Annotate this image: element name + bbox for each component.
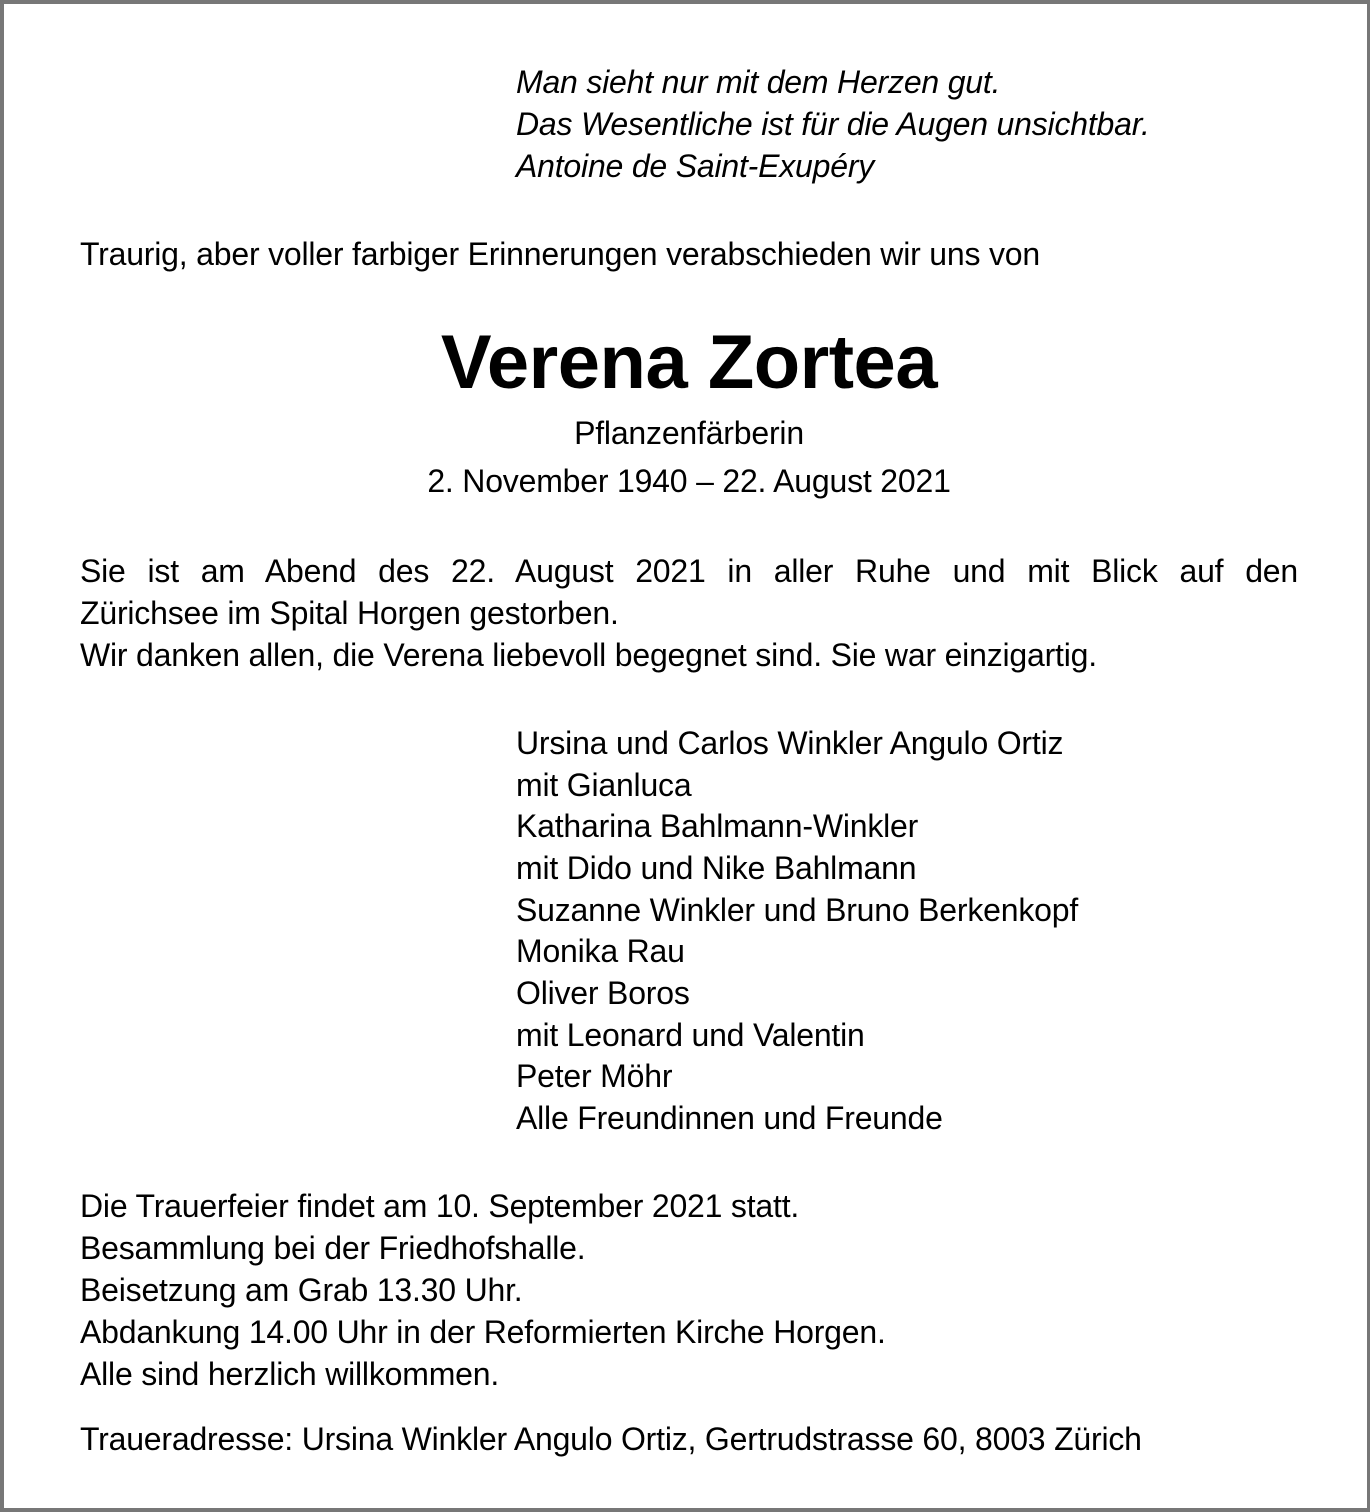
mourner-item: mit Gianluca xyxy=(516,767,692,803)
quote-line: Man sieht nur mit dem Herzen gut. xyxy=(516,64,1001,100)
mourner-item: Alle Freundinnen und Freunde xyxy=(516,1100,943,1136)
deceased-name: Verena Zortea xyxy=(440,320,938,405)
message-line: Wir danken allen, die Verena liebevoll begegnet sind. Sie war einzigartig. xyxy=(80,637,1097,673)
mourner-item: Peter Möhr xyxy=(516,1058,673,1094)
mourner-item: Monika Rau xyxy=(516,933,685,969)
mourner-item: mit Dido und Nike Bahlmann xyxy=(516,850,917,886)
ceremony-line: Besammlung bei der Friedhofshalle. xyxy=(80,1230,586,1266)
ceremony-line: Die Trauerfeier findet am 10. September 2021 statt. xyxy=(80,1188,800,1224)
message-line: Zürichsee im Spital Horgen gestorben. xyxy=(80,595,619,631)
quote-line: Das Wesentliche ist für die Augen unsichtbar. xyxy=(516,106,1150,142)
quote-author: Antoine de Saint-Exupéry xyxy=(516,148,875,184)
mourner-item: mit Leonard und Valentin xyxy=(516,1017,865,1053)
ceremony-line: Beisetzung am Grab 13.30 Uhr. xyxy=(80,1272,523,1308)
mourning-address: Traueradresse: Ursina Winkler Angulo Ortiz, Gertrudstrasse 60, 8003 Zürich xyxy=(80,1421,1142,1457)
mourner-item: Oliver Boros xyxy=(516,975,690,1011)
mourner-item: Suzanne Winkler und Bruno Berkenkopf xyxy=(516,892,1079,928)
mourner-item: Ursina und Carlos Winkler Angulo Ortiz xyxy=(516,725,1064,761)
deceased-occupation: Pflanzenfärberin xyxy=(574,415,804,451)
mourner-item: Katharina Bahlmann-Winkler xyxy=(516,808,919,844)
life-dates: 2. November 1940 – 22. August 2021 xyxy=(427,463,951,499)
intro-text: Traurig, aber voller farbiger Erinnerungen verabschieden wir uns von xyxy=(80,236,1040,272)
message-line: Sie ist am Abend des 22. August 2021 in aller Ruhe und mit Blick auf den xyxy=(80,553,1298,589)
ceremony-line: Alle sind herzlich willkommen. xyxy=(80,1356,500,1392)
ceremony-line: Abdankung 14.00 Uhr in der Reformierten Kirche Horgen. xyxy=(80,1314,886,1350)
